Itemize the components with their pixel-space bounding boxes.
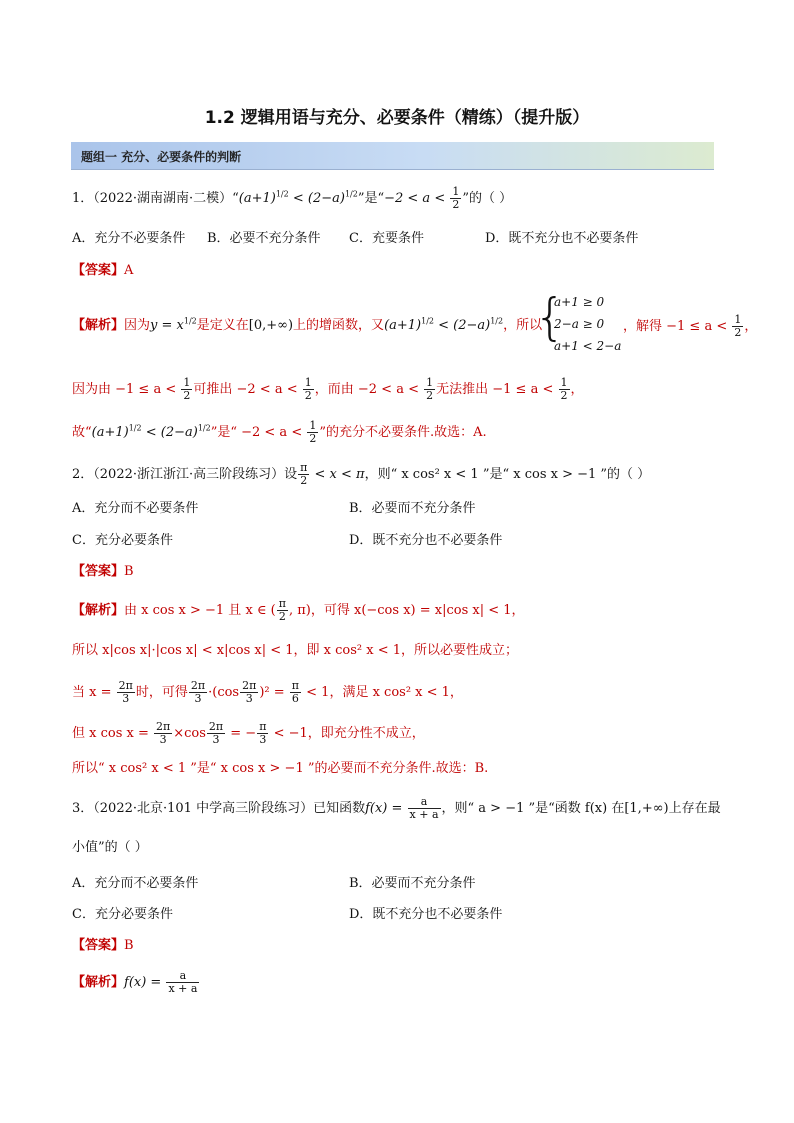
q3-option-a: A．充分而不必要条件 — [72, 876, 199, 891]
q2-option-b: B．必要而不充分条件 — [349, 501, 476, 516]
q2-analysis-line-3: 当 x = $\frac{2\pi}{3}$ 时，可得 $\frac{2\pi}{3}$ ·(cos $\frac{2\pi}{3}$ )² = $\frac{\pi}{6}$ < 1，满足 x cos² x < 1， — [72, 679, 463, 705]
q1-answer: 【答案】A — [72, 263, 134, 278]
q1-analysis-line-1: 【解析】因为$y = x^{1/2}$是定义在[0,+∞)上的增函数，又$(a+1)^{1/2} < (2-a)^{1/2}$，所以 — [72, 316, 543, 333]
question-3-stem: 3．（2022·北京·101 中学高三阶段练习）已知函数f(x) = $\frac{a}{x + a}$ ，则“ a > −1 ”是“函数 f(x) 在[1,+∞)上存在最 — [72, 795, 721, 821]
question-1-stem: 1．（2022·湖南湖南·二模）“$(a+1)^{1/2} < (2-a)^{1/2}$”是“−2 < a < $\frac{1}{2}$ ”的（ ） — [72, 185, 513, 211]
q2-analysis-line-4: 但 x cos x = $\frac{2\pi}{3}$ ×cos $\frac{2\pi}{3}$ = − $\frac{\pi}{3}$ < −1，即充分性不成立， — [72, 720, 425, 746]
q2-analysis-line-5: 所以“ x cos² x < 1 ”是“ x cos x > −1 ”的必要而不充分条件.故选：B. — [72, 761, 489, 776]
section-header-bar — [71, 142, 714, 170]
q3-option-c: C．充分必要条件 — [72, 907, 173, 922]
q1-option-a: A．充分不必要条件 — [72, 231, 186, 246]
section-title: 题组一 充分、必要条件的判断 — [81, 150, 242, 164]
q1-inequality-system: a+1 ≥ 0 2−a ≥ 0 a+1 < 2−a — [554, 295, 622, 353]
q1-option-b: B．必要不充分条件 — [207, 231, 321, 246]
system-brace: { — [534, 288, 566, 346]
q3-answer: 【答案】B — [72, 938, 134, 953]
q1-option-c: C．充要条件 — [349, 231, 424, 246]
q1-analysis-line-3: 故“$(a+1)^{1/2} < (2-a)^{1/2}$”是“ −2 < a < $\frac{1}{2}$ ”的充分不必要条件.故选：A. — [72, 419, 487, 445]
q2-option-c: C．充分必要条件 — [72, 533, 173, 548]
q3-option-b: B．必要而不充分条件 — [349, 876, 476, 891]
q1-analysis-solution: ，解得 −1 ≤ a < $\frac{1}{2}$ ， — [623, 313, 758, 339]
q2-answer: 【答案】B — [72, 564, 134, 579]
q2-analysis-line-1: 【解析】由 x cos x > −1 且 x ∈ ( $\frac{\pi}{2}$ , π)，可得 x(−cos x) = x|cos x| < 1， — [72, 597, 525, 623]
q2-analysis-line-2: 所以 x|cos x|·|cos x| < x|cos x| < 1，即 x cos² x < 1，所以必要性成立； — [72, 643, 518, 658]
question-3-stem-line-2: 小值”的（ ） — [72, 840, 148, 855]
q1-analysis-line-2: 因为由 −1 ≤ a < $\frac{1}{2}$ 可推出 −2 < a < $\frac{1}{2}$ ，而由 −2 < a < $\frac{1}{2}$ 无法推出 −1 ≤ a < $\frac{1}{2}$ ， — [72, 376, 584, 402]
q1-option-d: D．既不充分也不必要条件 — [485, 231, 639, 246]
q2-option-a: A．充分而不必要条件 — [72, 501, 199, 516]
q3-analysis-line-1: 【解析】f(x) = $\frac{a}{x + a}$ — [72, 969, 198, 995]
question-2-stem: 2．（2022·浙江浙江·高三阶段练习）设 $\frac{\pi}{2}$ < x < π，则“ x cos² x < 1 ”是“ x cos x > −1 ”的（ ） — [72, 461, 651, 487]
q2-option-d: D．既不充分也不必要条件 — [349, 533, 503, 548]
q3-option-d: D．既不充分也不必要条件 — [349, 907, 503, 922]
page-title: 1.2 逻辑用语与充分、必要条件（精练）（提升版） — [204, 108, 590, 128]
